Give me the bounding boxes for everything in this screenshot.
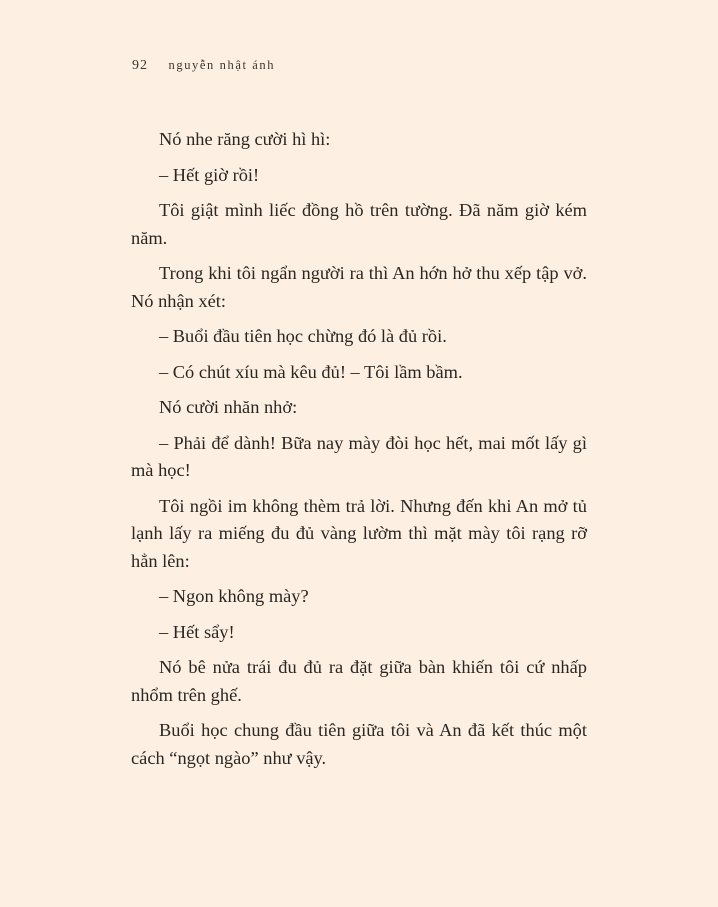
- paragraph: Nó cười nhăn nhở:: [159, 397, 298, 417]
- author-name: nguyễn nhật ánh: [168, 58, 276, 72]
- running-header: [132, 58, 275, 74]
- paragraph: Nó nhe răng cười hì hì:: [159, 129, 331, 149]
- paragraph: Trong khi tôi ngẩn người ra thì An hớn hở thu xếp tập vở. Nó nhận xét:: [131, 263, 587, 311]
- paragraph: Tôi giật mình liếc đồng hồ trên tường. Đã năm giờ kém năm.: [131, 200, 587, 248]
- paragraph: – Ngon không mày?: [159, 586, 309, 606]
- paragraph: – Buổi đầu tiên học chừng đó là đủ rồi.: [159, 326, 447, 346]
- paragraph: – Có chút xíu mà kêu đủ! – Tôi lầm bầm.: [159, 361, 463, 382]
- paragraph: – Hết sẩy!: [159, 621, 235, 642]
- paragraph: Nó bê nửa trái đu đủ ra đặt giữa bàn khiến tôi cứ nhấp nhổm trên ghế.: [131, 657, 587, 705]
- body-text: [131, 126, 587, 780]
- page-number: 92: [132, 58, 148, 73]
- paragraph: Tôi ngồi im không thèm trả lời. Nhưng đến khi An mở tủ lạnh lấy ra miếng đu đủ vàng lườm thì mặt mày tôi rạng rỡ hẳn lên:: [131, 495, 587, 571]
- paragraph: Buổi học chung đầu tiên giữa tôi và An đã kết thúc một cách “ngọt ngào” như vậy.: [131, 720, 587, 768]
- paragraph: – Phải để dành! Bữa nay mày đòi học hết, mai mốt lấy gì mà học!: [131, 432, 587, 480]
- paragraph: – Hết giờ rồi!: [159, 164, 260, 185]
